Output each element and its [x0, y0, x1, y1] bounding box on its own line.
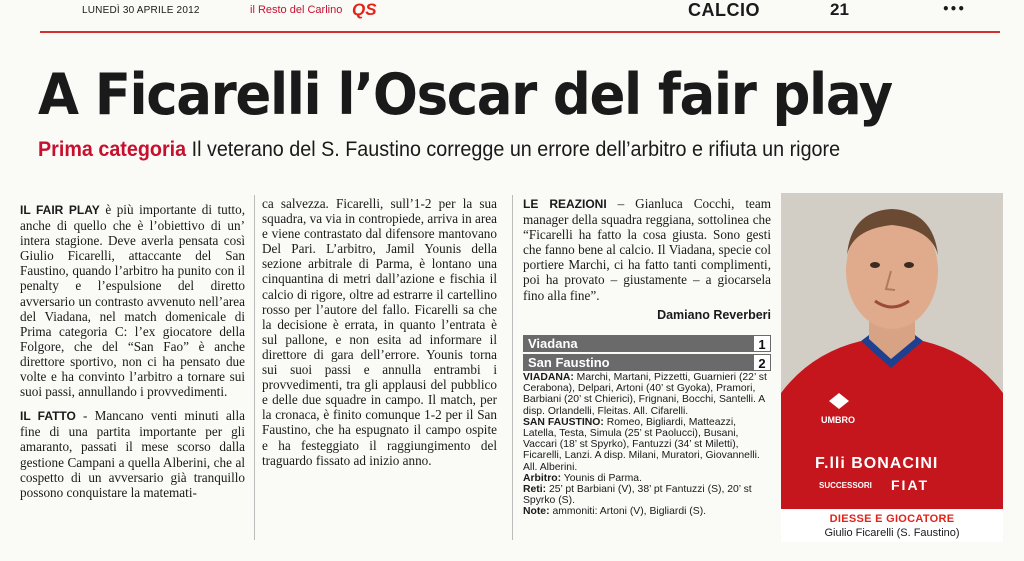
away-team-goals: 2 [753, 354, 771, 371]
header-divider [40, 31, 1000, 33]
home-team-name: Viadana [528, 336, 578, 351]
article-column-3 [523, 196, 771, 322]
column-divider [254, 195, 255, 540]
notes-label: Note: [523, 506, 550, 518]
page-number: 21 [830, 0, 849, 19]
lead-text: è più importante di tutto, anche di quello che è l’obiettivo di un’ intera stagione. Deve averla pensata così Giulio Ficarelli, attaccante del San Faustino, quando l’arbitro ha punito con il penalty e l’espulsione del diretto avversario un contrasto avvenuto nell’area del Viadana, nel match domenicale di Prima categoria C: l’ex giocatore della Folgore, che del “San Fao” è anche direttore sportivo, non ci ha pensato due volte e ha convinto l’arbitro a tornare sui suoi passi, annullando i provvedimenti. [20, 202, 245, 400]
qs-logo: QS [352, 0, 377, 19]
reazioni-label: LE REAZIONI [523, 197, 607, 211]
photo-caption-title: DIESSE E GIOCATORE [829, 513, 955, 525]
section-title: CALCIO [688, 0, 760, 20]
col2-paragraph: ca salvezza. Ficarelli, sull’1-2 per la sua squadra, va via in contropiede, arriva in area e viene contrastato dal difensore mantovano Del Pari. L’arbitro, Jamil Younis della sezione arbitrale di Parma, è lontano una cinquantina di metri dall’azione e fischia il calcio di rigore, oltre ad estrarre il cartellino rosso per l’autore del fallo. Ficarelli sa che la decisione è errata, in quanto l’entrata è sul pallone, e non esita ad informare il direttore di gara dell’errore. Younis torna sui suoi passi e annulla entrambi i provvedimenti, tra gli applausi del pubblico e delle due squadre in campo. Il match, per la cronaca, è finito comunque 1-2 per il San Faustino, che ha espugnato il campo ospite e ha festeggiato il raggiungimento del traguardo fissato ad inizio anno. [262, 196, 497, 468]
notes-text: ammoniti: Artoni (V), Bigliardi (S). [549, 506, 707, 518]
fatto-label: IL FATTO [20, 409, 76, 424]
newspaper-name: il Resto del Carlino [250, 4, 343, 16]
article-column-2 [262, 196, 497, 477]
more-dots-icon: ••• [942, 2, 966, 16]
lead-label: IL FAIR PLAY [20, 203, 100, 217]
subheadline-text: Il veterano del S. Faustino corregge un errore dell’arbitro e rifiuta un rigore [186, 138, 841, 161]
referee-label: Arbitro: [523, 472, 562, 484]
score-box [523, 335, 771, 373]
goals-line [523, 484, 771, 506]
fatto-text: - Mancano venti minuti alla fine di una partita importante per gli amaranto, passati il mese scorso dalla gestione Campani a quella Alberini, che al cospetto di un avversario già tranquillo possono conquistare la matemati- [20, 408, 245, 500]
kit-brand: UMBRO [821, 415, 855, 425]
referee-name: Younis di Parma. [561, 472, 642, 484]
article-column-1 [20, 202, 245, 509]
sanfaustino-lineup [523, 417, 771, 473]
issue-date: LUNEDÌ 30 APRILE 2012 [82, 5, 200, 16]
reazioni-text: – Gianluca Cocchi, team manager della squadra reggiana, sottolinea che “Ficarelli ha fatto la cosa giusta. Sono gesti che fanno bene al calcio. Il Viadana, specie col portiere Marchi, ci ha fatto tanti complimenti, poi ha provato – giustamente – a giocarsela fino alla fine”. [523, 196, 771, 303]
column-divider [512, 195, 513, 540]
notes-line [523, 506, 771, 517]
shirt-sponsor: F.lli BONACINI [815, 455, 939, 472]
match-report [523, 372, 771, 518]
subheadline [38, 138, 959, 162]
shirt-sponsor-sub: SUCCESSORI [819, 481, 872, 490]
referee-line [523, 473, 771, 484]
headline: A Ficarelli l’Oscar del fair play [38, 62, 892, 128]
photo-caption: Giulio Ficarelli (S. Faustino) [824, 527, 960, 539]
viadana-players: Marchi, Martani, Pizzetti, Guarnieri (22’ st Cerabona), Delpari, Artoni (40’ st Gyoka), Pramori, Barbiani (20’ st Chierici), Frignani, Bocchi, Santelli. A disp. Orlandelli, Fleitas. All. Cifarelli. [523, 372, 767, 417]
goals-label: Reti: [523, 484, 547, 496]
author-byline: Damiano Reverberi [657, 307, 771, 322]
away-team-name: San Faustino [528, 355, 610, 370]
reazioni-paragraph [523, 196, 771, 303]
viadana-label: VIADANA: [523, 372, 574, 383]
home-team-row [523, 335, 771, 352]
shirt-brand: FIAT [891, 477, 930, 493]
viadana-lineup [523, 372, 771, 417]
category-kicker: Prima categoria [38, 138, 187, 161]
fatto-paragraph [20, 408, 245, 500]
lead-paragraph [20, 202, 245, 399]
player-photo [781, 193, 1003, 509]
sanfaustino-players: Romeo, Bigliardi, Matteazzi, Latella, Testa, Simula (25’ st Paolucci), Busani, Vaccari (18’ st Spyrko), Fantuzzi (34’ st Miletti), Ficarelli, Lanzi. A disp. Milani, Muratori, Giovannelli. All. Alberini. [523, 416, 760, 473]
sanfaustino-label: SAN FAUSTINO: [523, 416, 604, 428]
away-team-row [523, 354, 771, 371]
goals-text: 25’ pt Barbiani (V), 38’ pt Fantuzzi (S), 20’ st Spyrko (S). [523, 484, 752, 507]
home-team-goals: 1 [753, 335, 771, 352]
